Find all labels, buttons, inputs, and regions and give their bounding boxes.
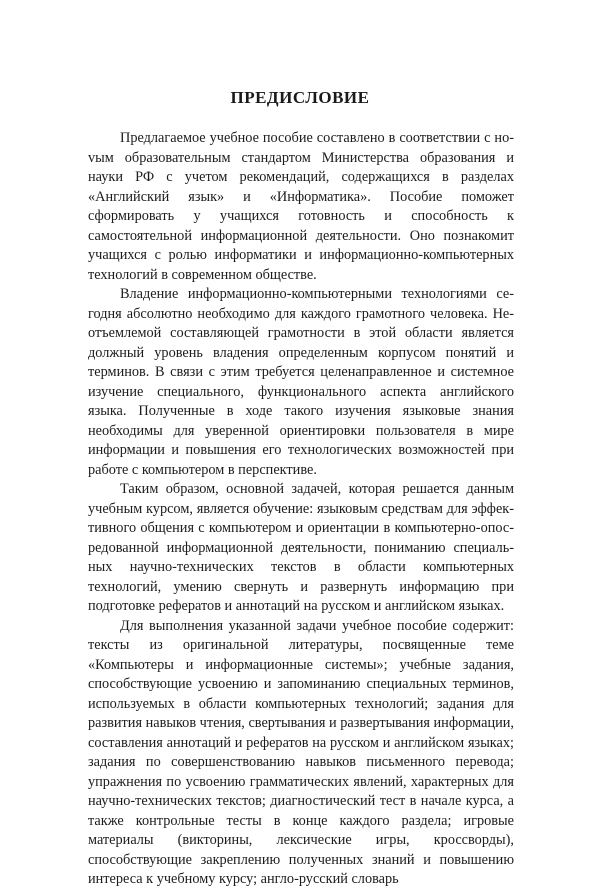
page-title: ПРЕДИСЛОВИЕ xyxy=(230,88,370,107)
paragraph-3: Таким образом, основной задачей, которая решается данным учебным курсом, является обучение: языковым средствам для эффективного общения с компьютером и ориентации в компьютерно-опосредованной информационной деятельности, пониманию специальных научно-технических текстов в области компьютерных технологий, умению свернуть и развернуть информацию при подготовке рефератов и аннотаций на русском и английском языках. xyxy=(88,481,514,614)
paragraph-1: Предлагаемое учебное пособие составлено в соответствии с ноvым образовательным стандартом Министерства образования и науки РФ с учетом рекомендаций, содержащихся в разделах «Английский язык» и «Информатика». Пособие поможет сформировать у учащихся готовность и способность к самостоятельной информационной деятельности. Оно познакомит учащихся с ролью информатики и информационно-компьютерных технологий в современном обществе. xyxy=(88,130,514,283)
body-text xyxy=(88,129,514,890)
paragraph-4: Для выполнения указанной задачи учебное пособие содержит: тексты из оригинальной литературы, посвященные теме «Компьютеры и информационные системы»; учебные задания, способствующие усвоению и запоминанию специальных терминов, используемых в области компьютерных технологий; задания для развития навыков чтения, свертывания и развертывания информации, составления аннотаций и рефератов на русском и английском языках; задания по совершенствованию навыков письменного перевода; упражнения по усвоению грамматических явлений, характерных для научно-технических текстов; диагностический тест в начале курса, а также контрольные тесты в конце каждого раздела; игровые материалы (викторины, лексические игры, кроссворды), способствующие закреплению полученных знаний и повышению интереса к учебному курсу; англо-русский словарь xyxy=(88,617,515,887)
paragraph-2: Владение информационно-компьютерными технологиями сегодня абсолютно необходимо для каждого грамотного человека. Неотъемлемой составляющей грамотности в этой области является должный уровень владения определенным корпусом понятий и терминов. В связи с этим требуется целенаправленное и системное изучение специального, функционального аспекта английского языка. Полученные в ходе такого изучения языковые знания необходимы для уверенной ориентировки пользователя в мире информации и повышения его технологических возможностей при работе с компьютером в перспективе. xyxy=(88,286,514,478)
